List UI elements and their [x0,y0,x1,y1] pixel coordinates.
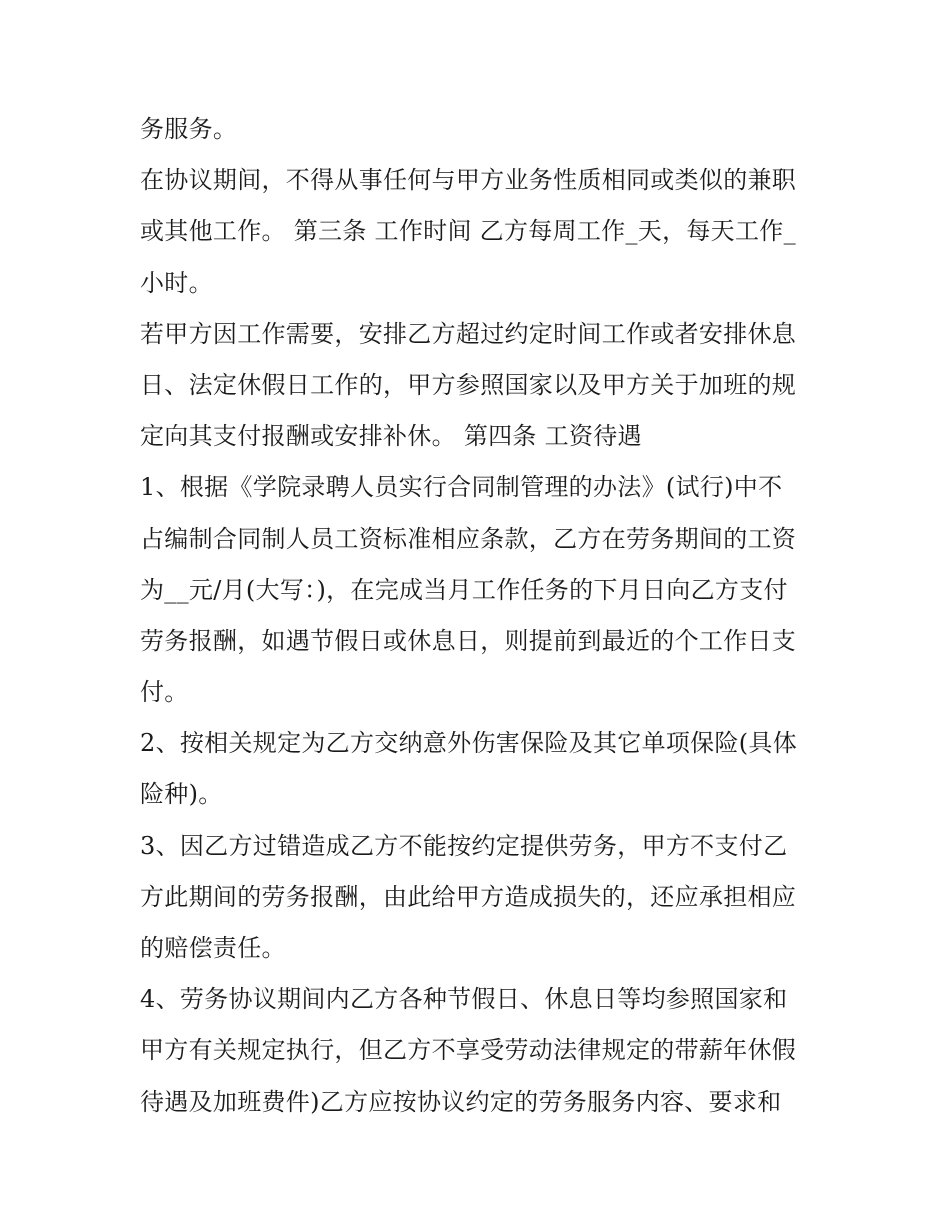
text-line: 占编制合同制人员工资标准相应条款，乙方在劳务期间的工资 [140,524,797,553]
text-line: 3、因乙方过错造成乙方不能按约定提供劳务，甲方不支付乙 [140,831,788,860]
text-line: 为__元/月(大写：)，在完成当月工作任务的下月日向乙方支付 [140,575,788,604]
text-line: 待遇及加班费件)乙方应按协议约定的劳务服务内容、要求和 [140,1087,782,1116]
text-line: 定向其支付报酬或安排补休。 第四条 工资待遇 [140,422,642,451]
text-line: 付。 [140,678,189,707]
text-line: 2、按相关规定为乙方交纳意外伤害保险及其它单项保险(具体 [140,729,798,758]
text-line: 险种)。 [140,780,223,809]
text-line: 1、根据《学院录聘人员实行合同制管理的办法》(试行)中不 [140,473,783,502]
text-line: 务服务。 [140,115,238,143]
text-line: 甲方有关规定执行，但乙方不享受劳动法律规定的带薪年休假 [140,1036,797,1065]
text-line: 日、法定休假日工作的，甲方参照国家以及甲方关于加班的规 [140,370,797,399]
text-line: 小时。 [140,268,213,297]
text-line: 或其他工作。 第三条 工作时间 乙方每周工作_天，每天工作_ [140,217,796,246]
text-line: 4、劳务协议期间内乙方各种节假日、休息日等均参照国家和 [140,985,788,1014]
text-line: 劳务报酬，如遇节假日或休息日，则提前到最近的个工作日支 [140,626,797,655]
text-line: 在协议期间，不得从事任何与甲方业务性质相同或类似的兼职 [140,166,797,195]
text-line: 若甲方因工作需要，安排乙方超过约定时间工作或者安排休息 [140,319,797,348]
text-line: 方此期间的劳务报酬，由此给甲方造成损失的，还应承担相应 [140,882,797,911]
text-line: 的赔偿责任。 [140,934,286,962]
document-body [140,104,820,1128]
